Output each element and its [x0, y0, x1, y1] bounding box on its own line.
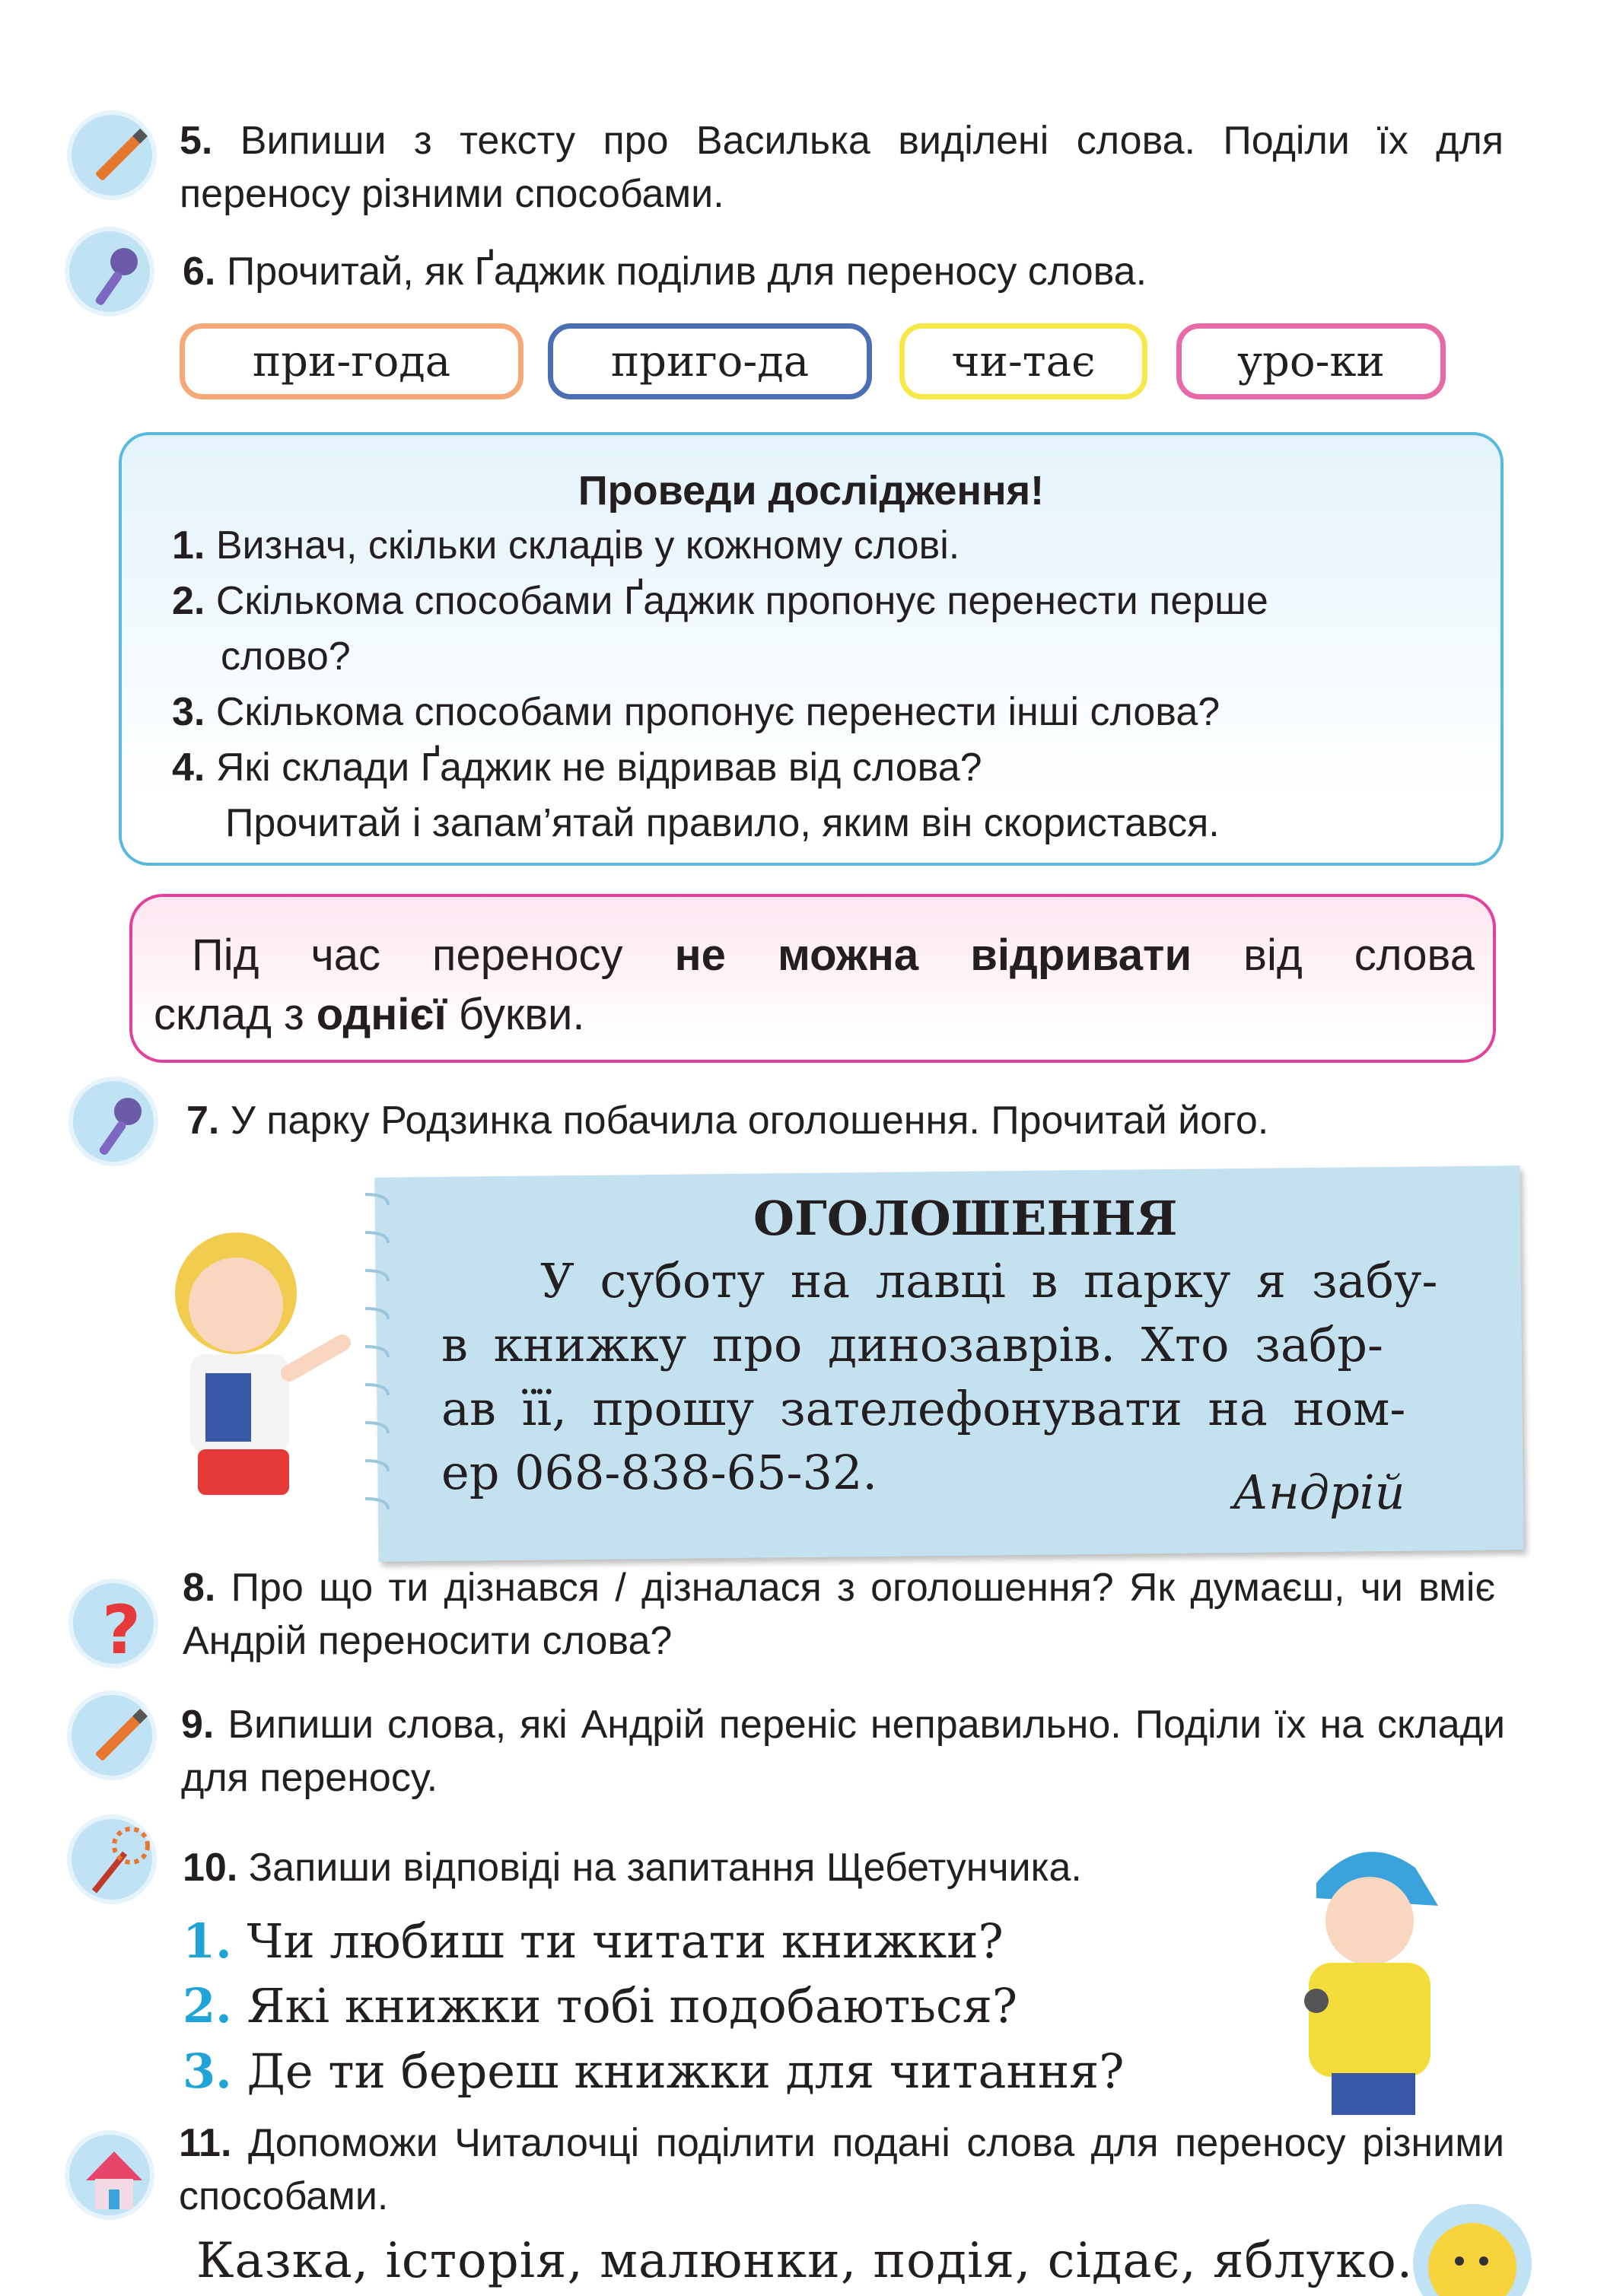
- announcement-line: ер 068-838-65-32.: [441, 1445, 878, 1500]
- syllable-box: при-года: [180, 323, 523, 399]
- announcement-line: ав її, прошу зателефонувати на ном-: [441, 1381, 1406, 1436]
- magic-wand-icon: [67, 1814, 157, 1904]
- syllable-box: уро-ки: [1176, 323, 1446, 399]
- syllable-box: приго-да: [548, 323, 872, 399]
- question-mark-icon: [68, 1579, 158, 1668]
- house-icon: [65, 2130, 154, 2220]
- task-11: 11. Допоможи Читалочці поділити подані слова для переносу різними способами.: [179, 2121, 1504, 2218]
- announcement-signature: Андрій: [1233, 1464, 1405, 1520]
- boy-illustration: [1263, 1822, 1461, 2119]
- pencil-icon: [67, 1690, 157, 1780]
- question-item: 1. Чи любиш ти читати книжки?: [183, 1913, 1004, 1969]
- research-item: 4. Які склади Ґаджик не відривав від слова?: [172, 746, 982, 790]
- announcement-line: в книжку про динозаврів. Хто забр-: [441, 1317, 1383, 1372]
- announcement-line: У суботу на лавці в парку я забу-: [540, 1253, 1438, 1309]
- task-8: 8. Про що ти дізнався / дізналася з оголошення? Як думаєш, чи вміє Андрій переносити слова?: [183, 1566, 1495, 1663]
- question-item: 2. Які книжки тобі подобаються?: [183, 1978, 1018, 2034]
- smiley-icon: [1400, 2191, 1552, 2296]
- research-item-continuation: Прочитай і запам’ятай правило, яким він скористався.: [225, 801, 1220, 845]
- research-item: 3. Скількома способами пропонує перенести інші слова?: [172, 690, 1220, 734]
- words-line: Казка, історія, малюнки, подія, сідає, яблуко.: [196, 2233, 1414, 2289]
- girl-illustration: [114, 1221, 373, 1522]
- task-7: 7. У парку Родзинка побачила оголошення. Прочитай його.: [186, 1099, 1269, 1143]
- spiral-binding: [358, 1172, 403, 1552]
- microphone-icon: [65, 227, 154, 316]
- task-6: 6. Прочитай, як Ґаджик поділив для переносу слова.: [183, 250, 1147, 294]
- research-box: [119, 432, 1504, 866]
- research-item: 1. Визнач, скільки складів у кожному слові.: [172, 523, 960, 568]
- svg-text:?: ?: [102, 1591, 142, 1669]
- research-title: Проведи дослідження!: [578, 468, 1045, 514]
- task-5: 5. Випиши з тексту про Василька виділені слова. Поділи їх для переносу різними способами.: [180, 119, 1504, 216]
- task-10: 10. Запиши відповіді на запитання Щебетунчика.: [183, 1846, 1082, 1890]
- rule-text: Під час переносу не можна відривати від слова склад з однієї букви.: [154, 930, 1475, 1039]
- research-item: 2. Скількома способами Ґаджик пропонує перенести перше: [172, 579, 1268, 623]
- question-item: 3. Де ти береш книжки для читання?: [183, 2043, 1125, 2099]
- rule-box: [129, 894, 1496, 1063]
- research-item-continuation: слово?: [221, 634, 351, 679]
- announcement-title: ОГОЛОШЕННЯ: [753, 1191, 1178, 1246]
- task-9: 9. Випиши слова, які Андрій переніс неправильно. Поділи їх на склади для переносу.: [181, 1703, 1506, 1800]
- syllable-box: чи-тає: [899, 323, 1147, 399]
- microphone-icon: [68, 1076, 158, 1166]
- pencil-icon: [67, 110, 157, 200]
